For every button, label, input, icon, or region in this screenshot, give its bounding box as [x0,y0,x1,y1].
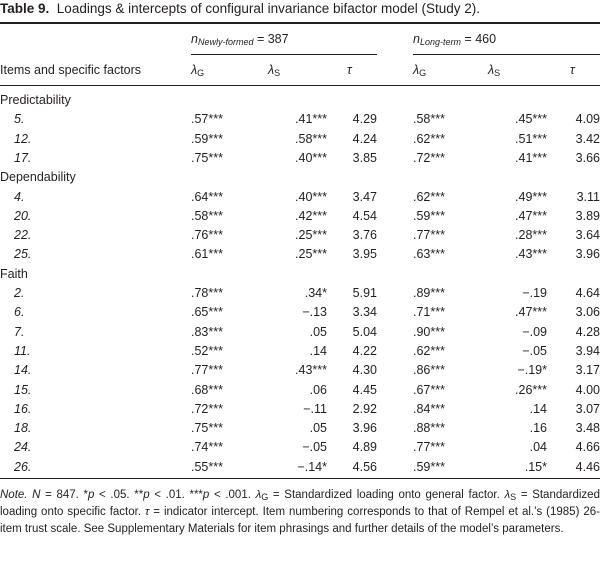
table-cell: 4.30 [352,363,377,378]
table-cell: −.05 [522,343,547,358]
table-cell: .64*** [191,189,223,204]
table-cell: 3.11 [576,189,600,204]
table-cell: .59*** [191,131,223,146]
item-number: 7. [14,324,25,339]
table-cell: 3.07 [575,401,600,416]
table-cell: .47*** [515,208,547,223]
table-cell: .77*** [191,363,223,378]
item-number: 16. [14,401,32,416]
table-cell: 3.76 [352,228,377,243]
table-cell: .83*** [191,324,223,339]
col-header-tau-2: τ [570,63,575,77]
table-cell: .45*** [515,112,547,127]
table-cell: .77*** [413,440,445,455]
table-cell: .43*** [295,363,327,378]
table-cell: .65*** [191,305,223,320]
table-cell: .77*** [413,228,445,243]
col-header-lambda-s-1: $\lambda_S$ [268,63,281,78]
table-cell: .41*** [515,150,547,165]
table-cell: 4.24 [352,131,377,146]
col-header-lambda-g-1: $\lambda_G$ [191,63,205,78]
item-number: 17. [14,150,32,165]
header-rule [0,85,600,86]
col-header-tau-1: τ [347,63,352,77]
table-cell: .51*** [515,131,547,146]
table-cell: 4.66 [575,440,600,455]
item-number: 14. [14,363,32,378]
table-cell: 4.54 [352,208,377,223]
table-cell: .72*** [191,401,223,416]
table-cell: 4.09 [575,112,600,127]
table-cell: .52*** [191,343,223,358]
table-cell: 3.96 [575,247,600,262]
table-cell: .05 [309,324,327,339]
table-cell: .63*** [413,247,445,262]
group-rule-long-term [413,54,600,55]
table-cell: 4.00 [575,382,600,397]
table-cell: .26*** [515,382,547,397]
table-cell: .72*** [413,150,445,165]
col-header-lambda-g-2: $\lambda_G$ [413,63,427,78]
item-number: 12. [14,131,32,146]
table-cell: .67*** [413,382,445,397]
table-cell: −.05 [302,440,327,455]
table-cell: 3.06 [575,305,600,320]
table-number: Table 9. [0,1,50,16]
col-header-lambda-s-2: $\lambda_S$ [488,63,501,78]
items-column-header: Items and specific factors [0,63,142,77]
table-cell: .06 [309,382,327,397]
table-cell: .90*** [413,324,445,339]
item-number: 2. [14,286,25,300]
table-cell: .71*** [413,305,445,320]
table-cell: .84*** [413,401,445,416]
table-cell: 3.17 [575,363,600,378]
bottom-rule [0,478,600,479]
table-cell: .58*** [295,131,327,146]
item-number: 24. [14,440,32,455]
table-cell: .59*** [413,459,445,474]
table-cell: −.13 [302,305,327,320]
table-caption: Loadings & intercepts of configural invariance bifactor model (Study 2). [56,1,481,16]
table-cell: .05 [309,421,327,436]
table-cell: 3.48 [575,421,600,436]
item-number: 22. [14,228,32,243]
table-cell: .55*** [191,459,223,474]
item-number: 18. [14,421,32,436]
table-cell: .68*** [191,382,223,397]
table-cell: 3.64 [575,228,600,243]
table-cell: .58*** [413,112,445,127]
table-cell: .57*** [191,112,223,127]
table-cell: .41*** [295,112,327,127]
table-cell: .62*** [413,189,445,204]
section-heading: Faith [0,266,28,281]
table-cell: −.11 [303,401,327,416]
table-cell: .59*** [413,208,445,223]
table-cell: .86*** [413,363,445,378]
table-cell: .49*** [515,189,547,204]
table-cell: 4.45 [352,382,377,397]
table-cell: 3.95 [352,247,377,262]
table-cell: .40*** [295,189,327,204]
table-cell: 4.89 [352,440,377,455]
table-cell: .76*** [191,228,223,243]
table-cell: 4.22 [352,343,377,358]
table-cell: .89*** [413,286,445,300]
top-rule [0,22,600,24]
table-cell: −.14* [297,459,327,474]
table-cell: .47*** [515,305,547,320]
item-number: 26. [14,459,32,474]
table-cell: .43*** [515,247,547,262]
table-cell: 2.92 [352,401,377,416]
table-cell: .62*** [413,343,445,358]
item-number: 15. [14,382,32,397]
table-title [0,1,480,16]
table-cell: 3.94 [575,343,600,358]
table-cell: 3.42 [575,131,600,146]
table-cell: 4.29 [352,112,377,127]
table-cell: 4.64 [575,286,600,300]
item-number: 25. [14,247,32,262]
table-cell: .25*** [295,228,327,243]
group-header-long-term: $n_{Long-term} = 460$ [413,32,497,47]
table-cell: 4.46 [575,459,600,474]
table-note: Note. N = 847. *p < .05. **p < .01. ***p < .001. $\lambda_G$ = Standardized loading onto general factor. $\lambda_S$ = Standardized loading onto specific factor. τ = indicator intercept. Item numbering corresponds to that of Rempel et al.’s (1985) 26-item trust scale. See Supplementary Materials for item phrasings and further details of the model’s parameters. [0,489,600,535]
table-cell: 5.04 [352,324,377,339]
table-cell: −.19 [522,286,547,300]
item-number: 4. [14,189,25,204]
table-cell: .75*** [191,150,223,165]
table-cell: .04 [529,440,547,455]
section-heading: Dependability [0,170,76,185]
item-number: 5. [14,112,25,127]
table-cell: 5.91 [352,286,377,300]
item-number: 6. [14,305,25,320]
table-cell: 3.66 [575,150,600,165]
table-cell: .61*** [191,247,223,262]
table-cell: .40*** [295,150,327,165]
item-number: 20. [14,208,32,223]
table-cell: .15* [524,459,547,474]
table-cell: 3.34 [352,305,377,320]
table-cell: 3.85 [352,150,377,165]
group-header-newly-formed: $n_{Newly-formed} = 387$ [191,32,289,47]
table-cell: .16 [529,421,547,436]
table-cell: −.09 [522,324,547,339]
table-cell: .14 [309,343,327,358]
table-cell: .75*** [191,421,223,436]
section-heading: Predictability [0,93,71,107]
table-cell: 3.96 [352,421,377,436]
table-cell: .14 [529,401,547,416]
table-cell: 4.56 [352,459,377,474]
table-cell: .34* [304,286,327,300]
table-cell: .28*** [515,228,547,243]
group-rule-newly-formed [191,54,377,55]
table-cell: .25*** [295,247,327,262]
table-cell: .74*** [191,440,223,455]
table-cell: .88*** [413,421,445,436]
table-cell: 3.47 [352,189,377,204]
table-cell: 3.89 [575,208,600,223]
table-cell: −.19* [517,363,547,378]
table-cell: .58*** [191,208,223,223]
table-cell: .42*** [295,208,327,223]
table-cell: .78*** [191,286,223,300]
item-number: 11. [14,343,31,358]
table-cell: 4.28 [575,324,600,339]
table-cell: .62*** [413,131,445,146]
